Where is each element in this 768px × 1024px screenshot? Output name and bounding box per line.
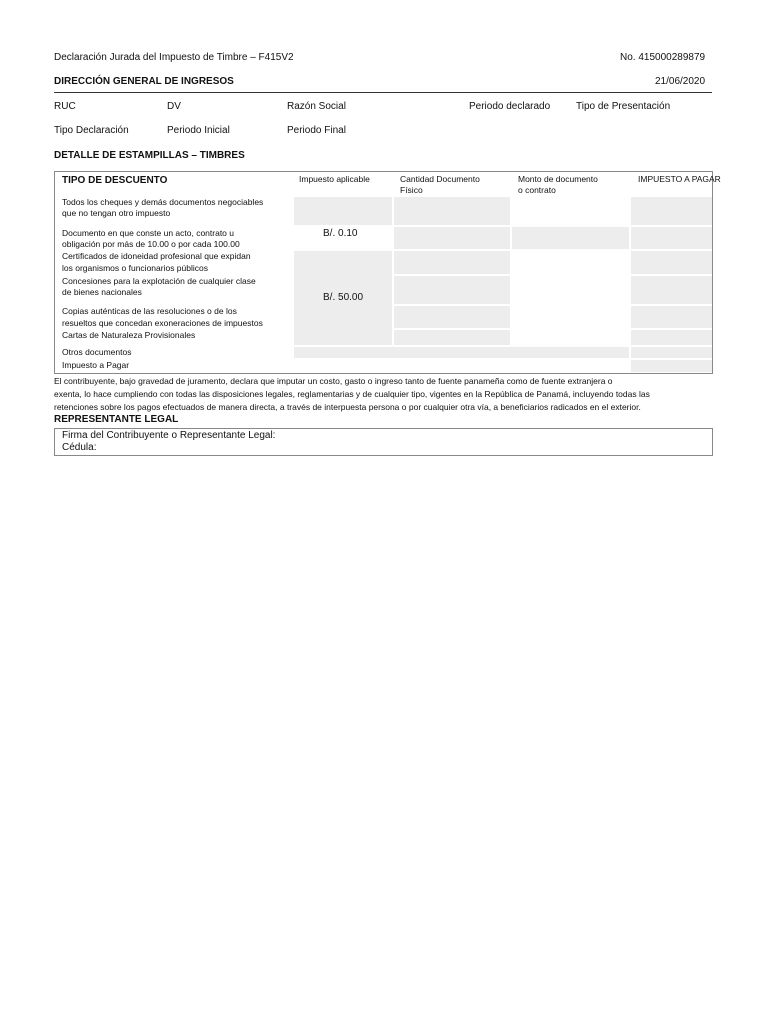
row2-label-1: Documento en que conste un acto, contrato u: [62, 228, 235, 238]
r1-pagar-cell[interactable]: [631, 197, 712, 225]
row2-label-2: obligación por más de 10.00 o por cada 100.00: [62, 239, 240, 249]
dv-label: DV: [167, 101, 181, 112]
r2-monto-cell[interactable]: [512, 227, 629, 249]
r5-pagar-cell[interactable]: [631, 306, 712, 328]
row4-label-1: Concesiones para la explotación de cualquier clase: [62, 276, 256, 286]
section-title: DETALLE DE ESTAMPILLAS – TIMBRES: [54, 150, 245, 161]
rate-50-00: B/. 50.00: [323, 292, 364, 303]
agency-name: DIRECCIÓN GENERAL DE INGRESOS: [54, 76, 234, 87]
row7-label: Otros documentos: [62, 347, 132, 357]
declaration-line-2: exenta, lo hace cumpliendo con todas las disposiciones legales, reglamentarias y de cualquier tipo, vigentes en la República de Panamá, incluyendo todas las: [54, 389, 650, 399]
representante-title: REPRESENTANTE LEGAL: [54, 414, 179, 425]
razon-social-label: Razón Social: [287, 101, 346, 112]
header-monto-2: o contrato: [518, 185, 556, 195]
header-monto-1: Monto de documento: [518, 174, 598, 184]
periodo-declarado-label: Periodo declarado: [469, 101, 551, 112]
row5-label-1: Copias auténticas de las resoluciones o de los: [62, 306, 237, 316]
tipo-presentacion-label: Tipo de Presentación: [576, 101, 671, 112]
periodo-final-label: Periodo Final: [287, 125, 346, 136]
rate-0-10: B/. 0.10: [323, 228, 358, 239]
r7-pagar-cell[interactable]: [631, 347, 712, 358]
row1-label-1: Todos los cheques y demás documentos negociables: [62, 197, 264, 207]
row8-label: Impuesto a Pagar: [62, 360, 130, 370]
r4-pagar-cell[interactable]: [631, 276, 712, 304]
r3-pagar-cell[interactable]: [631, 251, 712, 274]
form-title: Declaración Jurada del Impuesto de Timbre – F415V2: [54, 52, 294, 63]
r6-pagar-cell[interactable]: [631, 330, 712, 345]
row3-label-2: los organismos o funcionarios públicos: [62, 263, 208, 273]
r6-cantidad-cell[interactable]: [394, 330, 510, 345]
r5-cantidad-cell[interactable]: [394, 306, 510, 328]
r1-cantidad-cell[interactable]: [394, 197, 510, 225]
row4-label-2: de bienes nacionales: [62, 287, 142, 297]
r7-wide-cell[interactable]: [294, 347, 629, 358]
row6-label: Cartas de Naturaleza Provisionales: [62, 330, 196, 340]
declaration-line-3: retenciones sobre los pagos efectuados de manera directa, a través de interpuesta persona o por cualquier otra vía, a beneficiarios radicados en el exterior.: [54, 402, 641, 412]
r3-cantidad-cell[interactable]: [394, 251, 510, 274]
header-divider: [54, 92, 712, 93]
row5-label-2: resueltos que concedan exoneraciones de impuestos: [62, 318, 263, 328]
declaration-date: 21/06/2020: [655, 76, 706, 87]
r2-cantidad-cell[interactable]: [394, 227, 510, 249]
header-impuesto: Impuesto aplicable: [299, 174, 370, 184]
row1-label-2: que no tengan otro impuesto: [62, 208, 171, 218]
r2-pagar-cell[interactable]: [631, 227, 712, 249]
r1-impuesto-cell[interactable]: [294, 197, 392, 225]
r4-cantidad-cell[interactable]: [394, 276, 510, 304]
ruc-label: RUC: [54, 101, 76, 112]
cedula-label: Cédula:: [62, 442, 97, 453]
header-pagar: IMPUESTO A PAGAR: [638, 174, 721, 184]
total-pagar-cell[interactable]: [631, 360, 712, 372]
row3-label-1: Certificados de idoneidad profesional que expidan: [62, 251, 251, 261]
header-tipo: TIPO DE DESCUENTO: [62, 175, 168, 186]
signature-label: Firma del Contribuyente o Representante Legal:: [62, 430, 276, 441]
declaration-line-1: El contribuyente, bajo gravedad de juramento, declara que imputar un costo, gasto o ingreso tanto de fuente panameña como de fuente extranjera o: [54, 376, 613, 386]
header-cantidad-2: Físico: [400, 185, 423, 195]
form-number: No. 415000289879: [620, 52, 706, 63]
periodo-inicial-label: Periodo Inicial: [167, 125, 230, 136]
tipo-declaracion-label: Tipo Declaración: [54, 125, 129, 136]
header-cantidad-1: Cantidad Documento: [400, 174, 480, 184]
